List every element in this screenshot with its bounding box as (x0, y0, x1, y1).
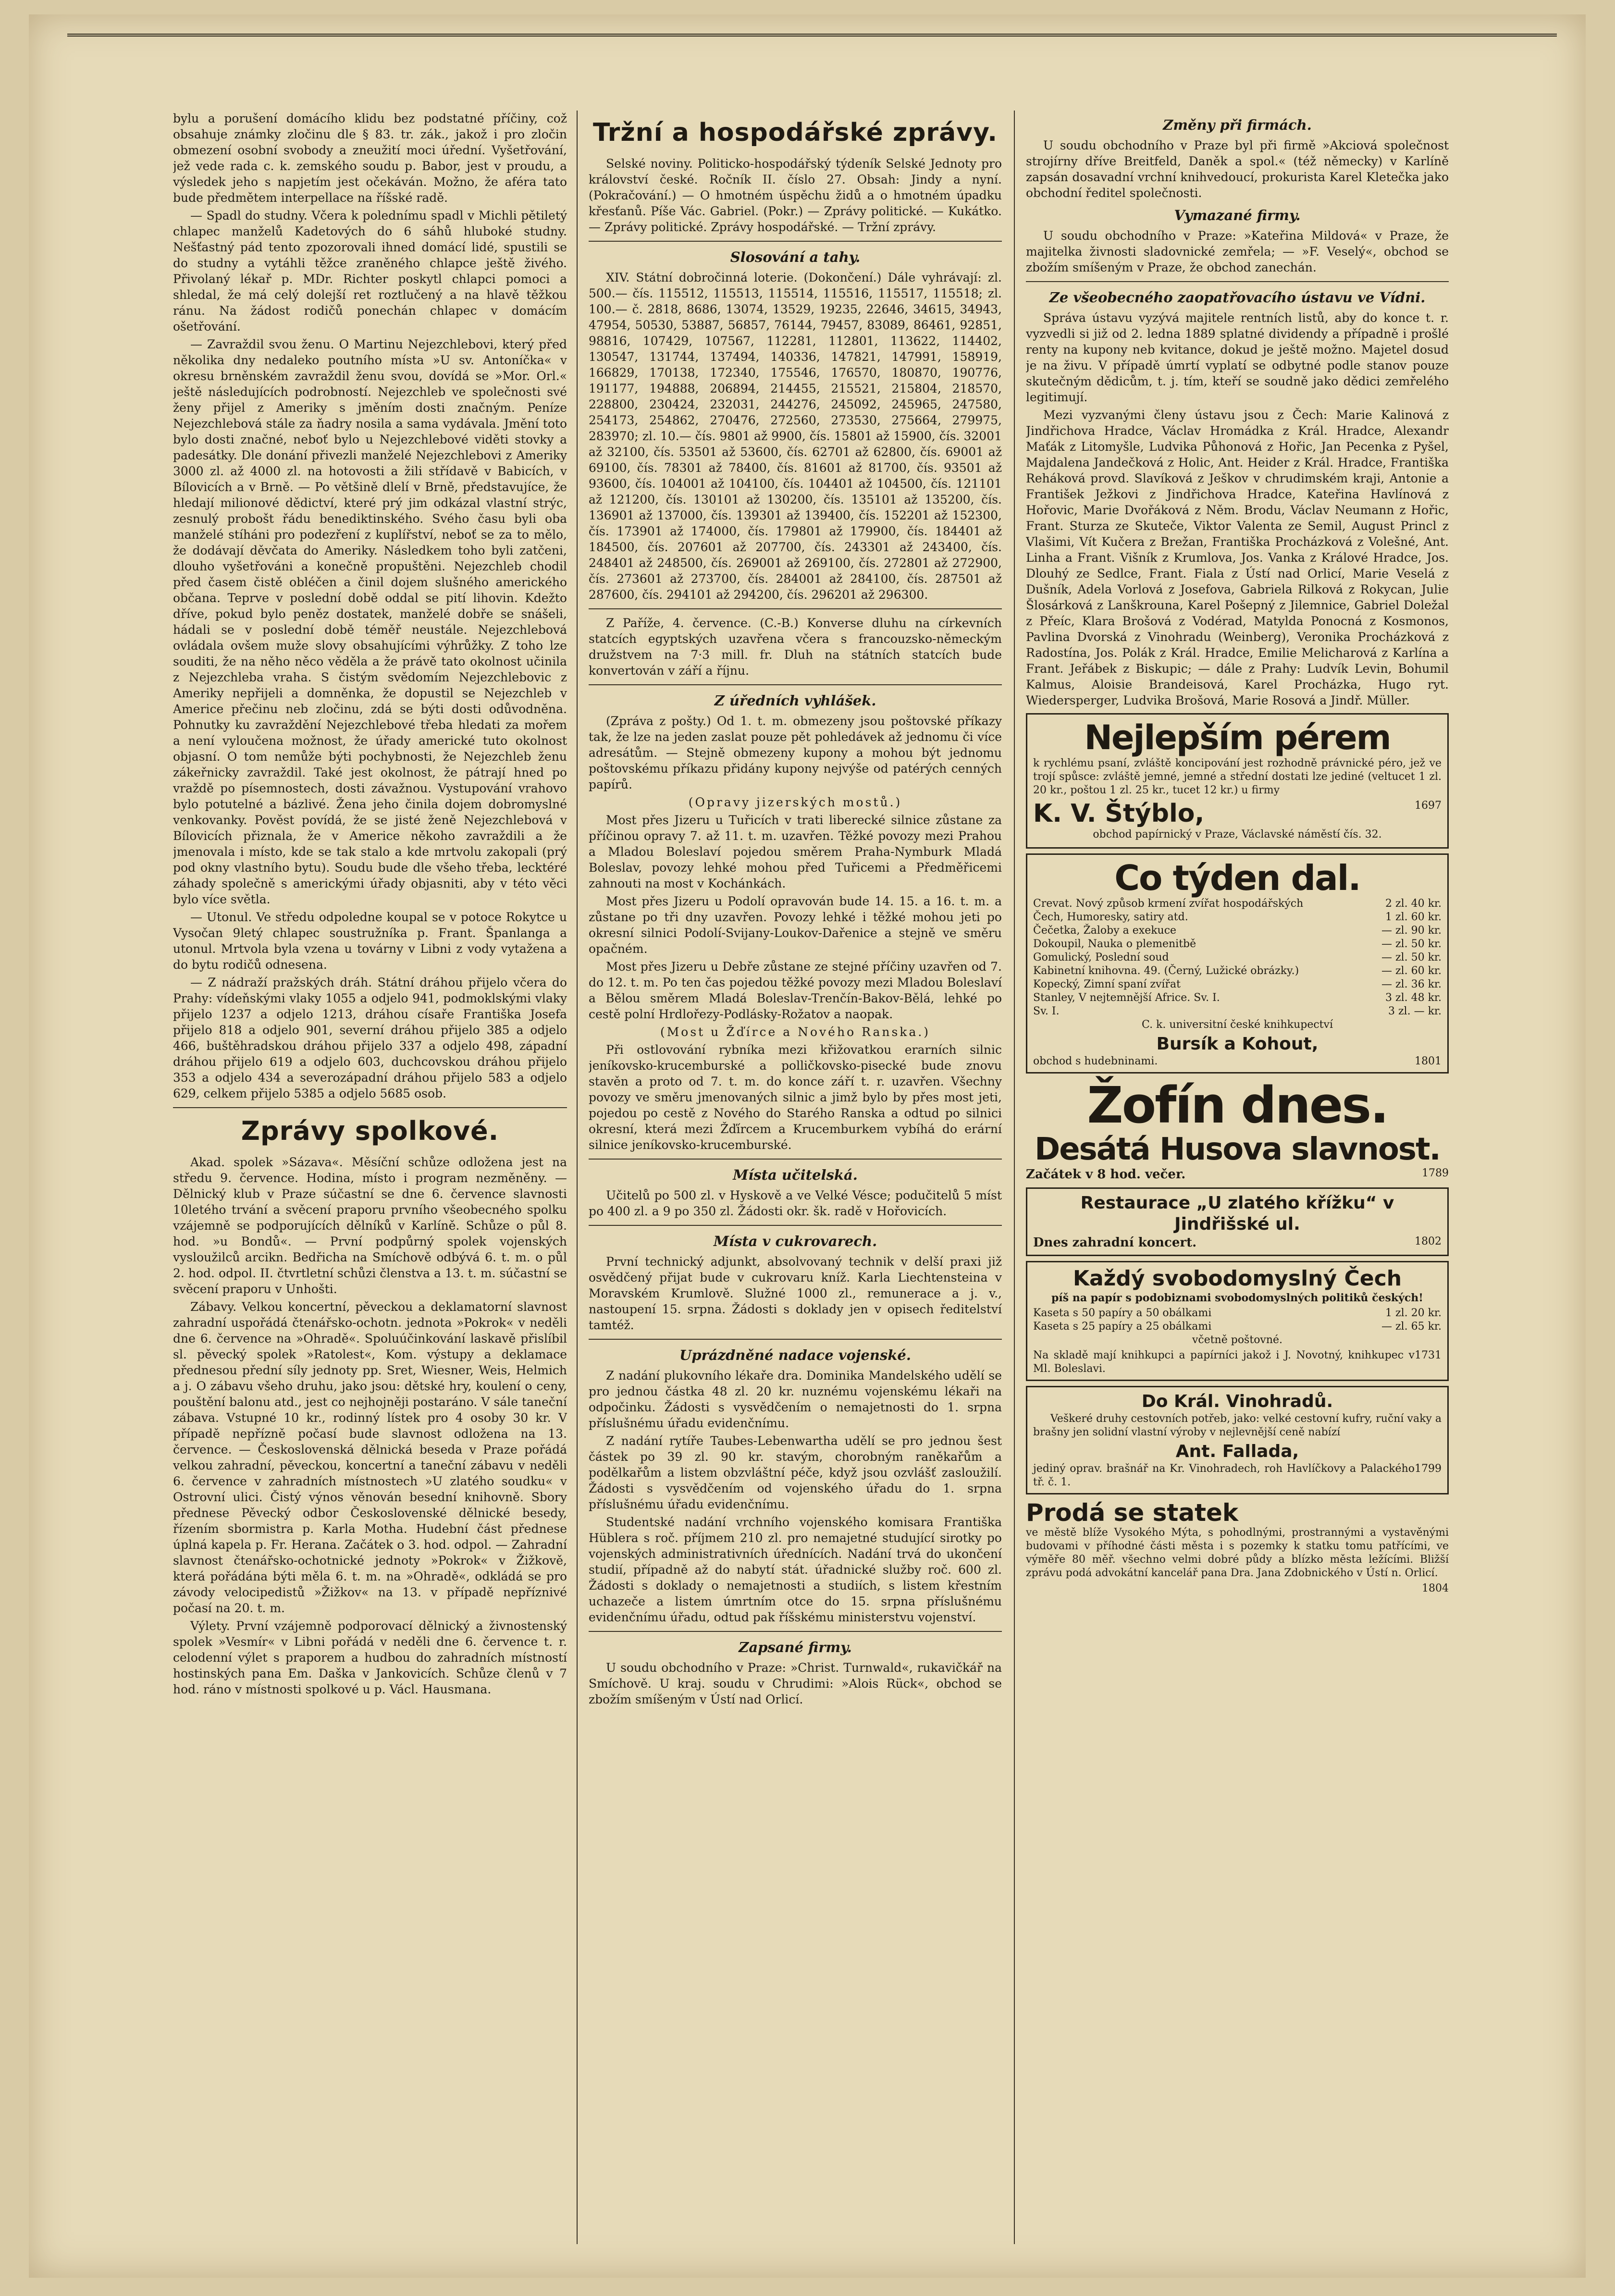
article-text: Z nadání plukovního lékaře dra. Dominika Mandelského udělí se pro jednou částka 48 zl. 20 kr. nuznému vojenskému lékaři na odpočinku. Žádosti s vysvědčením o nemajetnosti do 1. srpna příslušnému úřadu evidenčnímu. (589, 1369, 1002, 1430)
advert-vinohrady (1026, 1386, 1449, 1494)
section-subheading: Slosování a tahy. (730, 249, 861, 265)
article-text: Zábavy. Velkou koncertní, pěveckou a deklamatorní slavnost zahradní uspořádá čtenářsko-ochotn. jednota »Pokrok« v neděli dne 6. července na »Ohradě«. Spoluúčinkování laskavě přislíbil sl. pěvecký spolek »Ratolest«, Kom. výstupy a deklamace přednesou přední síly jednoty pp. Sret, Wiesner, Weis, Helmich a j. O zábavu všeho druhu, jako jsou: dětské hry, koulení o ceny, pouštění balonu atd., jest co nejhojněji postaráno. V sále taneční zábava. Vstupné 10 kr., rodinný lístek pro 4 osoby 30 kr. V případě nepřízně počasí bude slavnost odložena na 13. července. — Československá dělnická beseda v Praze pořádá velkou zahradní, pěveckou, koncertní a taneční zábavu v neděli 6. července v zahradních místnostech »U zlatého soudku« v Ostrovní ulici. Čistý výnos věnován besední knihovně. Sbory přednese Pěvecký odbor Československé dělnické besedy, řízením sbormistra p. Karla Motha. Hudební část přednese úplná kapela p. Fr. Herana. Začátek o 3. hod. odpol. — Zahradní slavnost čtenářsko-ochotnické jednoty »Pokrok« v Žižkově, která pořádána býti měla 6. t. m. na »Ohradě«, odkládá se pro závody velocipedistů »Žižkov« na 13. v případě nepříznivé počasí na 20. t. m. (173, 1300, 567, 1615)
article-text: Most přes Jizeru u Debře zůstane ze stejné příčiny uzavřen od 7. do 12. t. m. Po ten čas pojedou těžké povozy mezi Mladou Boleslaví a Bělou směrem Mladá Boleslav-Trenčín-Bakov-Bělá, lehké po cestě polní Hrdlořezy-Podlásky-Rožatov a naopak. (589, 960, 1002, 1021)
advert-text: včetně poštovné. (1192, 1334, 1283, 1346)
section-subheading: Z úředních vyhlášek. (714, 692, 876, 709)
advert-subtitle: Desátá Husova slavnost. (1035, 1132, 1440, 1167)
article-text: Při ostlovování rybníka mezi křižovatkou erarních silnic jeníkovsko-krucemburské a polličkovsko-pisecké bude znovu stavěn a proto od 7. t. m. do konce září t. r. uzavřen. Všechny povozy ve směru jmenovaných silnic a jimž bylo by přes most jeti, pojedou po cestě z Nového do Starého Ranska a odtud po silnici okresní, která mezi Žďírcem a Krucemburkem vybíhá do erární silnice jeníkovsko-krucemburské. (589, 1043, 1002, 1152)
article-text: — Spadl do studny. Včera k polednímu spadl v Michli pětiletý chlapec manželů Kadetových do 6 sáhů hluboké studny. Nešťastný pád tento zpozorovali ihned domácí lidé, spustili se do studny a vytáhli těžce zraněného chlapce ještě živého. Přivolaný lékař p. MDr. Richter poskytl chlapci pomoci a shledal, že má celý dolejší ret roztlučený a na hlavě těžkou ránu. Na žádost rodičů ponechán chlapec v domácím ošetřování. (173, 209, 567, 333)
advert-number: 1804 (1422, 1582, 1449, 1594)
article-text: (Zpráva z pošty.) Od 1. t. m. obmezeny jsou poštovské příkazy tak, že lze na jeden zaslat pouze pět pohledávek až jednomu či více adresátům. — Stejně obmezeny kupony a mohou být jednomu poštovskému příkazu přidány kupony nejvýše od patérých cenných papírů. (589, 714, 1002, 791)
advert-title: Restaurace „U zlatého křížku“ v Jindřišské ul. (1080, 1193, 1394, 1234)
section-subheading: Zapsané firmy. (739, 1639, 852, 1655)
list-item: Sv. I. 3 zl. — kr. (1033, 1005, 1442, 1017)
advert-number: 1697 (1415, 800, 1442, 812)
divider (589, 1631, 1002, 1632)
advert-firm-row (1033, 799, 1442, 828)
column-left (173, 111, 567, 2249)
lottery-text: XIV. Státní dobročinná loterie. (Dokončení.) Dále vyhrávají: zl. 500.— čís. 115512, 115513, 115514, 115516, 115517, 115518; zl. 100.— č. 2818, 8686, 13074, 13529, 19235, 22646, 34615, 34943, 47954, 50530, 53887, 56857, 76144, 79457, 83089, 86461, 92851, 98816, 107429, 107567, 112281, 112801, 113622, 114402, 130547, 131744, 137494, 140336, 147821, 147991, 158919, 166829, 170138, 172340, 175546, 176570, 180870, 190776, 191177, 194888, 206894, 214455, 215521, 215804, 218570, 228800, 230424, 232031, 244276, 245092, 245965, 247580, 254173, 254862, 270476, 272560, 273530, 275664, 279975, 283970; zl. 10.— čís. 9801 až 9900, čís. 15801 až 15900, čís. 32001 až 32100, čís. 53501 až 53600, čís. 62701 až 62800, čís. 69001 až 69100, čís. 78301 až 78400, čís. 81601 až 81700, čís. 93501 až 93600, čís. 104001 až 104100, čís. 104401 až 104500, čís. 121101 až 121200, čís. 130101 až 130200, čís. 135101 až 135200, čís. 136901 až 137000, čís. 139301 až 139400, čís. 152201 až 152300, čís. 173901 až 174000, čís. 179801 až 179900, čís. 184401 až 184500, čís. 207601 až 207700, čís. 243301 až 243400, čís. 248401 až 248500, čís. 269001 až 269100, čís. 272801 až 272900, čís. 273601 až 273700, čís. 284001 až 284100, čís. 287501 až 287600, čís. 294101 až 294200, čís. 296201 až 296300. (589, 271, 1002, 602)
section-heading: Zprávy spolkové. (241, 1116, 499, 1146)
article-text: — Utonul. Ve středu odpoledne koupal se v potoce Rokytce u Vysočan 9letý chlapec soustružníka p. Frant. Španlanga a utonul. Mrtvola byla vzena u továrny v Libni z vody vytažena a do bytu rodičů odnesena. (173, 910, 567, 972)
article-text: U soudu obchodního v Praze byl při firmě »Akciová společnost strojírny dříve Breitfeld, Daněk a spol.« (též německy) v Karlíně zapsán dosavadní vrchní knihvedoucí, prokurista Karel Kletečka jako obchodní ředitel společnosti. (1026, 138, 1449, 200)
advert-footer: obchod s hudebninami. 1801 (1033, 1055, 1442, 1067)
advert-title: Do Král. Vinohradů. (1141, 1392, 1333, 1411)
section-subheading: Uprázdněné nadace vojenské. (679, 1347, 911, 1363)
advert-footer: jediný oprav. brašnář na Kr. Vinohradech, roh Havlíčkovy a Palackého tř. č. 1. 1799 (1033, 1463, 1442, 1488)
advert-address: obchod papírnický v Praze, Václavské náměstí čís. 32. (1093, 828, 1382, 840)
advert-footer: Na skladě mají knihkupci a papírníci jakož i J. Novotný, knihkupec v Ml. Boleslavi. 1731 (1033, 1349, 1442, 1375)
article-subheading: (Most u Žďírce a Nového Ranska.) (660, 1025, 931, 1039)
divider (173, 1107, 567, 1108)
section-heading: Tržní a hospodářské zprávy. (593, 118, 998, 147)
article-subheading: (Opravy jizerských mostů.) (688, 795, 902, 809)
divider (589, 1225, 1002, 1226)
list-item: Stanley, V nejtemnější Africe. Sv. I. 3 zl. 48 kr. (1033, 992, 1442, 1004)
article-text: První technický adjunkt, absolvovaný technik v delší praxi již osvědčený přijat bude v cukrovaru kníž. Karla Liechtensteina v Moravském Krumlově. Služné 1000 zl., remunerace a j. v., nastoupení 15. srpna. Žádosti s doklady jen v opisech ředitelství tamtéž. (589, 1255, 1002, 1332)
section-subheading: Změny při firmách. (1163, 117, 1312, 133)
column-divider (1014, 111, 1015, 2244)
advert-paper (1026, 1261, 1449, 1381)
advert-title: Žofín dnes. (1087, 1076, 1388, 1135)
advert-firm: Ant. Fallada, (1175, 1442, 1299, 1461)
column-right (1026, 111, 1449, 2249)
article-text: U soudu obchodního v Praze: »Christ. Turnwald«, rukavičkář na Smíchově. U kraj. soudu v Chrudimi: »Alois Rück«, obchod se zbožím smíšeným v Ústí nad Orlicí. (589, 1661, 1002, 1706)
list-item: Kabinetní knihovna. 49. (Černý, Lužické obrázky.) — zl. 60 kr. (1033, 965, 1442, 977)
advert-firm: K. V. Štýblo, (1033, 799, 1205, 828)
advert-text: Veškeré druhy cestovních potřeb, jako: velké cestovní kufry, ruční vaky a brašny jen solidní vlastní výroby v nejlevnější ceně nabízí (1033, 1413, 1442, 1438)
divider (1026, 281, 1449, 282)
advert-title: Každý svobodomyslný Čech (1073, 1266, 1402, 1291)
section-subheading: Ze všeobecného zaopatřovacího ústavu ve Vídni. (1049, 289, 1426, 306)
advert-title: Prodá se statek (1026, 1499, 1239, 1527)
divider (589, 684, 1002, 685)
article-text: bylu a porušení domácího klidu bez podstatné příčiny, což obsahuje známky zločinu dle § 83. tr. zák., jakož i pro zločin obmezení osobní svobody a zneužití moci úřední. Vyšetřování, jež vede rada c. k. zemského soudu p. Babor, jest v proudu, a výsledek jeho s napjetím jest očekáván. Možno, že aféra tato bude předmětem interpellace na říšské radě. (173, 111, 567, 205)
article-text: — Z nádraží pražských dráh. Státní dráhou přijelo včera do Prahy: vídeňskými vlaky 1055 a odjelo 941, podmoklskými vlaky přijelo 1237 a odjelo 1213, dráhou císaře Františka Josefa přijelo 818 a odjelo 901, severní dráhou přijelo 385 a odjelo 466, buštěhradskou dráhou přijelo 337 a odjelo 498, západní dráhou přijelo 619 a odjelo 603, duchcovskou dráhou přijelo 353 a odjelo 434 a severozápadní dráhou přijelo 583 a odjelo 629, celkem přijelo 5385 a odjelo 5685 osob. (173, 975, 567, 1100)
list-item: Crevat. Nový způsob krmení zvířat hospodářských 2 zl. 40 kr. (1033, 898, 1442, 910)
section-subheading: Místa v cukrovarech. (713, 1233, 877, 1249)
article-text: Mezi vyzvanými členy ústavu jsou z Čech: Marie Kalinová z Jindřichova Hradce, Václav Hromádka z Král. Hradce, Alexandr Maťák z Litomyšle, Ludvika Půhonová z Hořic, Jan Pecenka z Pyšel, Majdalena Jandečková z Holic, Ant. Heider z Král. Hradce, Františka Reháková provd. Slavíková z Ješkov v chrudimském kraji, Antonie a František Ježkovi z Jindřichova Hradce, Kateřina Havlínová z Hořovic, Marie Dvořáková z Něm. Brodu, Václav Neumann z Hořic, Frant. Sturza ze Skuteče, Viktor Valenta ze Semil, August Princl z Vlašimi, Vít Kučera z Brežan, Františka Procházková z Volešné, Ant. Linha a Frant. Višník z Krumlova, Jos. Vanka z Králové Hradce, Jos. Dlouhý ze Sedlce, Frant. Fiala z Ústí nad Orlicí, Marie Veselá z Dušník, Adela Vorlová z Josefova, Gabriela Rilková z Rokycan, Julie Šlosárková z Lanškrouna, Karel Pošepný z Jilemnice, Gabriel Doležal z Přeíc, Klara Brošová z Vodérad, Matylda Ponocná z Kosmonos, Pavlina Dvorská z Vinohradu (Weinberg), Veronika Procházková z Radostína, Jos. Polák z Král. Hradce, Emilie Melicharová z Karlína a Frant. Jeřábek z Biskupic; — dále z Prahy: Ludvík Levin, Bohumil Kalmus, Aloisie Brandeisová, Karel Procházka, Hugo ryt. Wiedersperger, Ludvika Brošová, Marie Rosová a Jindř. Müller. (1026, 408, 1449, 707)
column-divider (577, 111, 578, 2244)
advert-pen (1026, 713, 1449, 849)
advert-title: Co týden dal. (1114, 858, 1360, 898)
article-text: Z nadání rytíře Taubes-Lebenwartha udělí se pro jednou šest částek po 39 zl. 90 kr. stavým, chorobným raněkařům a podělkařům a listem obzvláštní péče, když jsou ozvlášť zasloužilí. Žádosti s vysvědčením od vojenského úřadu do 1. srpna příslušnému úřadu evidenčnímu. (589, 1434, 1002, 1511)
advert-footer: Začátek v 8 hod. večer. 1789 (1026, 1167, 1449, 1182)
list-item: Dokoupil, Nauka o plemenitbě — zl. 50 kr. (1033, 938, 1442, 950)
advert-text: píš na papír s podobiznami svobodomyslných politiků českých! (1051, 1292, 1423, 1304)
list-item: Kaseta s 50 papíry a 50 obálkami 1 zl. 20 kr. (1033, 1307, 1442, 1319)
list-item: Čečetka, Žaloby a exekuce — zl. 90 kr. (1033, 925, 1442, 937)
divider (589, 1339, 1002, 1340)
article-text: Most přes Jizeru u Tuřicích v trati liberecké silnice zůstane za příčinou opravy 7. až 11. t. m. uzavřen. Těžké povozy mezi Prahou a Mladou Boleslaví pojedou směrem Praha-Nymburk Mladá Boleslav, povozy lehké mohou před Tuřicemi a Předměřicemi zahnouti na most v Kochánkách. (589, 813, 1002, 890)
divider (589, 608, 1002, 609)
advert-firm: Bursík a Kohout, (1156, 1034, 1319, 1054)
book-list (1033, 897, 1442, 1018)
list-item: Kaseta s 25 papíry a 25 obálkami — zl. 65 kr. (1033, 1321, 1442, 1333)
article-text: Z Paříže, 4. července. (C.-B.) Konverse dluhu na církevních statcích egyptských uzavřena včera s francouzsko-německým družstvem na 7·3 mill. fr. Dluh na státních statcích bude konvertován v září a říjnu. (589, 616, 1002, 678)
advert-text: k rychlému psaní, zvláště koncipování jest rozhodně právnické péro, jež ve trojí spůsce: zvláště jemné, jemné a střední dostati lze jediné (veltucet 1 zl. 20 kr., poštou 1 zl. 25 kr., tucet 12 kr.) u firmy (1033, 757, 1442, 796)
advert-text: ve městě blíže Vysokého Mýta, s pohodlnými, prostrannými a vystavěnými budovami v příhodné části města i s pozemky k statku tomu patřícími, ve výměře 80 měř. všechno velmi dobré půdy a blízko města ležícími. Bližší zprávu podá advokátní kancelář pana Dra. Jana Zdobnického v Ústí n. Orlicí. (1026, 1527, 1449, 1579)
list-item: Kopecký, Zimní spaní zvířat — zl. 36 kr. (1033, 978, 1442, 990)
article-text: Výlety. První vzájemně podporovací dělnický a živnostenský spolek »Vesmír« v Libni pořádá v neděli dne 6. července t. r. celodenní výlet s praporem a hudbou do zahradních místností hostinských pana Em. Daška v Jankovicích. Schůze členů v 7 hod. ráno v místnosti spolkové u p. Václ. Hausmana. (173, 1619, 567, 1696)
advert-restaurant (1026, 1187, 1449, 1256)
divider (589, 1159, 1002, 1160)
article-text: Správa ústavu vyzývá majitele rentních listů, aby do konce t. r. vyzvedli si již od 2. ledna 1889 splatné dividendy a případně i prošlé renty na kupony neb kvitance, dokud je ještě možno. Majetel dosud je na živu. V případě úmrtí vyplatí se odbytné podle stanov pouze skutečným dědicům, t. j. tím, kteří se soudně jako dědici zemřelého legitimují. (1026, 311, 1449, 404)
article-text: — Zavraždil svou ženu. O Martinu Nejezchlebovi, který před několika dny nedaleko poutního místa »U sv. Antoníčka« v okresu brněnském zavraždil ženu svou, dovídá se »Mor. Orl.« ještě následujících podrobností. Nejezchleb ve společnosti své ženy přijel z Ameriky s jměním dosti značným. Peníze Nejezchlebová stále za ňadry nosila a sama vydávala. Jmění toto bylo dosti značné, neboť bylo u Nejezchlebové viděti stovky a padesátky. Dle donání přivezli manželé Nejezchlebovi z Ameriky 3000 zl. až 4000 zl. na hotovosti a žili střídavě v Babicích, v Bílovicích a v Brně. — Po většině dlelí v Brně, představujíce, že hledají milionové dědictví, které prý jim odkázal vlastní strýc, zesnulý probošt řádu benediktinského. Svého času byli oba manželé stíháni pro podezření z kuplířství, neboť se za to mělo, že dodávají děvčata do Ameriky. Následkem toho byli zatčeni, dlouho vyšetřováni a konečně propuštěni. Nejezchleb chodil před časem čistě obléčen a činil dojem slušného amerického občana. Teprve v poslední době oddal se pití lihovin. Kdežto dříve, pokud bylo peněz dostatek, manželé dobře se snášeli, hádali se v poslední době téměř neustále. Nejezchlebová ovládala ovšem muže slovy obsahujícími výhrůžky. Z toho lze souditi, že na něho něco věděla a že právě tato okolnost učinila z Nejezchleba vraha. S čistým svědomím Nejezchlebovic z Ameriky nepřijeli a domněnka, že dopustil se Nejezchleb v Americe přečinu neb zločinu, zdá se býti dosti odůvodněna. Pohnutky ku zavraždění Nejezchlebové třeba hledati za mořem a není vyloučena možnost, že úřady americké tuto okolnost objasní. O tom nemůže býti pochybnosti, že Nejezchleb ženu zákeřnicky zavraždil. Také jest okolnost, že pátrají hned po vraždě po písemnostech, dosti závažnou. Vystupování vrahovo bylo potutelné a bázlivé. Žena jeho činila dojem dobromyslné venkovanky. Pověst povídá, že se jisté ženě Nejezchlebová v Bílovicích přiznala, že v Americe někoho zavraždili a že jmenovala i místo, kde se tak stalo a kde mrtvolu zakopali (prý pod okny vlastního bytu). Soudu bude dle všeho třeba, lecktéré záhady společně s americkými úřady objasniti, aby v této věci bylo více světla. (173, 337, 567, 906)
article-text: Učitelů po 500 zl. v Hyskově a ve Velké Vésce; podučitelů 5 míst po 400 zl. a 9 po 350 zl. Žádosti okr. šk. radě v Hořovicích. (589, 1188, 1002, 1218)
article-text: Studentské nadání vrchního vojenského komisara Františka Hüblera s roč. příjmem 210 zl. pro nemajetné studující sirotky po vojenských administrativních úřednících. Nadání trvá do ukončení studií, případně až do nabytí stát. úřadnické služby roč. 600 zl. Žádosti s doklady o nemajetnosti a studiích, s listem křestním uchazeče a listem úmrtním otce do 15. srpna příslušnému evidenčnímu úřadu, odtud pak říšskému ministerstvu vojenství. (589, 1515, 1002, 1624)
divider (589, 241, 1002, 242)
advert-estate (1026, 1499, 1449, 1595)
article-text: Selské noviny. Politicko-hospodářský týdeník Selské Jednoty pro království české. Ročník II. číslo 27. Obsah: Jindy a nyní. (Pokračování.) — O hmotném úspěchu židů a o hmotném úpadku křesťanů. Píše Vác. Gabriel. (Pokr.) — Zprávy politické. — Kukátko. — Zprávy politické. Zprávy hospodářské. — Tržní zprávy. (589, 157, 1002, 234)
section-subheading: Vymazané firmy. (1174, 207, 1301, 223)
advert-title: Nejlepším pérem (1084, 718, 1391, 757)
advert-footer: Dnes zahradní koncert. 1802 (1033, 1235, 1442, 1250)
advert-text: C. k. universitní české knihkupectví (1142, 1019, 1333, 1031)
advert-books (1026, 853, 1449, 1074)
list-item: Gomulický, Poslední soud — zl. 50 kr. (1033, 951, 1442, 963)
newspaper-page (29, 14, 1586, 2278)
column-middle (589, 111, 1002, 2249)
article-text: Akad. spolek »Sázava«. Měsíční schůze odložena jest na středu 9. července. Hodina, místo i program nezměněny. — Dělnický klub v Praze súčastní se dne 6. července slavnosti 10letého trvání a svěcení praporu prvního všeobecného spolku vzájemně se podporujících dělníků v Karlíně. Schůze o půl 8. hod. »u Bondů«. — První podpůrný spolek vojenských vysloužilců arcikn. Bedřicha na Smíchově odbývá 6. t. m. o půl 2. hod. odpol. II. čtvrtletní schůzi členstva a 13. t. m. súčastní se svěcení praporu v Unhošti. (173, 1155, 567, 1296)
section-subheading: Místa učitelská. (733, 1167, 858, 1183)
top-rule (67, 34, 1557, 37)
article-text: U soudu obchodního v Praze: »Kateřina Mildová« v Praze, že majitelka živnosti sladovnické zemřela; — »F. Veselý«, obchod se zbožím smíšeným v Praze, že obchod zanechán. (1026, 229, 1449, 274)
advert-zofin (1026, 1078, 1449, 1183)
article-text: Most přes Jizeru u Podolí opravován bude 14. 15. a 16. t. m. a zůstane po tři dny uzavřen. Povozy lehké i těžké mohou jeti po okresní silnici Podolí-Svijany-Loukov-Dařenice a stejně ve směru opačném. (589, 894, 1002, 956)
list-item: Čech, Humoresky, satiry atd. 1 zl. 60 kr. (1033, 911, 1442, 923)
